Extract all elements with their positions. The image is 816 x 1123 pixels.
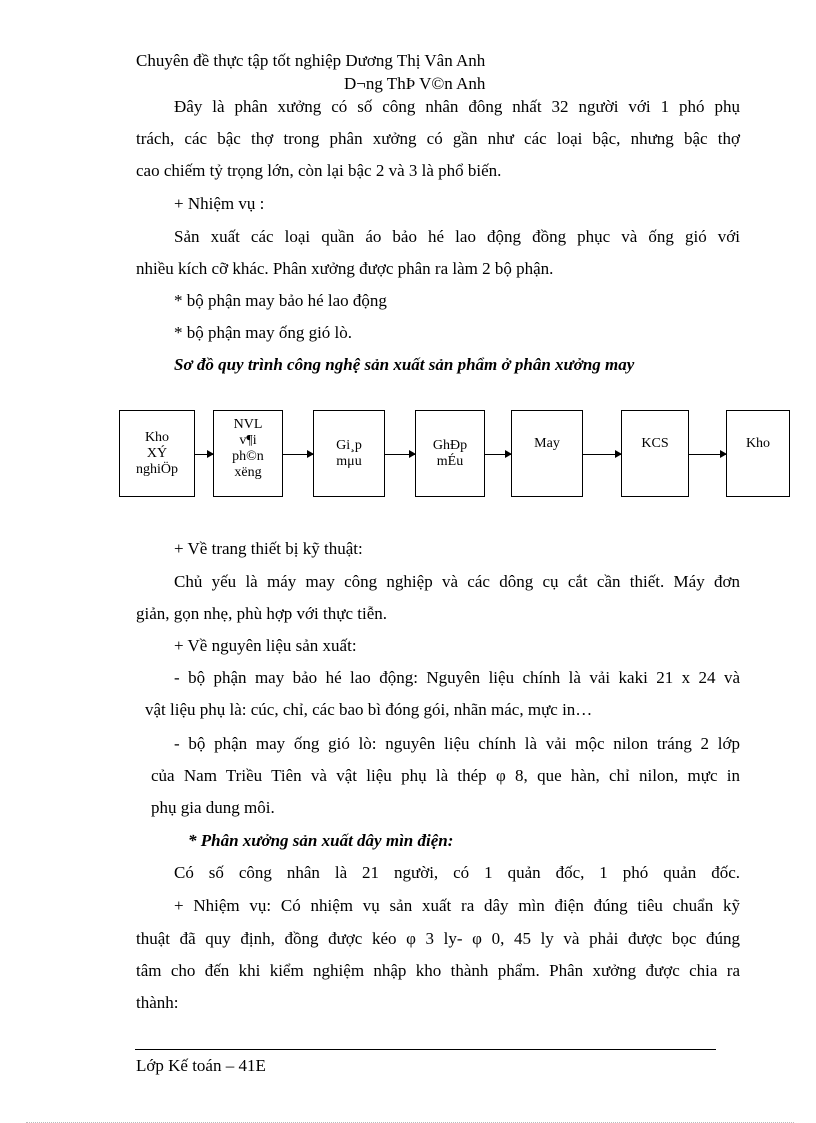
box-text: KCS	[641, 436, 669, 451]
list-item: * bộ phận may bảo hé lao động	[174, 291, 387, 310]
paragraph-line: vật liệu phụ là: cúc, chỉ, các bao bì đóng gói, nhãn mác, mực in…	[145, 700, 593, 719]
arrow-icon	[583, 454, 621, 455]
paragraph-line: của Nam Triều Tiên và vật liệu phụ là thép φ 8, que hàn, chỉ nilon, mực in	[151, 766, 740, 785]
diagram-box	[511, 410, 583, 497]
diagram-box	[213, 410, 283, 497]
paragraph-line: thành:	[136, 993, 179, 1012]
box-text: ph©n	[232, 449, 264, 464]
diagram-box	[313, 410, 385, 497]
paragraph-line: - bộ phận may ống gió lò: nguyên liệu chính là vải mộc nilon tráng 2 lớp	[174, 734, 740, 753]
box-text: Kho	[144, 429, 170, 445]
section-heading: * Phân xưởng sản xuất dây mìn điện:	[188, 831, 454, 850]
box-text: mÉu	[436, 453, 464, 469]
box-text: GhÐp	[432, 437, 468, 453]
task-heading: + Nhiệm vụ :	[174, 194, 265, 213]
paragraph-line: Đây là phân xưởng có số công nhân đông nhất 32 người với 1 phó phụ	[174, 97, 740, 116]
footer-text: Lớp Kế toán – 41E	[136, 1056, 266, 1075]
equipment-heading: + Về trang thiết bị kỹ thuật:	[174, 539, 363, 558]
paragraph-line: Sản xuất các loại quần áo bảo hé lao động đồng phục và ống gió với	[174, 227, 740, 246]
box-text: mμu	[336, 453, 362, 469]
box-text: Kho	[745, 436, 771, 451]
box-text: v¶i	[239, 433, 257, 448]
box-text: xëng	[234, 465, 262, 480]
header-title: Chuyên đề thực tập tốt nghiệp Dương Thị Vân Anh	[136, 51, 486, 70]
box-text: XÝ	[146, 445, 168, 461]
box-text: nghiÖp	[136, 461, 178, 477]
footer-divider	[135, 1049, 716, 1050]
list-item: * bộ phận may ống gió lò.	[174, 323, 353, 342]
header-garbled-name: D¬ng ThÞ V©n Anh	[344, 74, 486, 93]
arrow-icon	[689, 454, 726, 455]
diagram-title: Sơ đồ quy trình công nghệ sản xuất sản phẩm ở phân xưởng may	[174, 355, 635, 374]
paragraph-line: giản, gọn nhẹ, phù hợp với thực tiễn.	[136, 604, 387, 623]
diagram-box	[726, 410, 790, 497]
paragraph-line: tâm cho đến khi kiểm nghiệm nhập kho thành phẩm. Phân xưởng được chia ra	[136, 961, 740, 980]
arrow-icon	[283, 454, 313, 455]
box-text: NVL	[233, 417, 263, 432]
paragraph-line: cao chiếm tỷ trọng lớn, còn lại bậc 2 và 3 là phổ biến.	[136, 161, 502, 180]
paragraph-line: thuật đã quy định, đồng được kéo φ 3 ly- φ 0, 45 ly và phải được bọc đúng	[136, 929, 740, 948]
diagram-box	[119, 410, 195, 497]
paragraph-line: - bộ phận may bảo hé lao động: Nguyên liệu chính là vải kaki 21 x 24 và	[174, 668, 740, 687]
paragraph-line: Có số công nhân là 21 người, có 1 quản đốc, 1 phó quản đốc.	[174, 863, 740, 882]
arrow-icon	[385, 454, 415, 455]
paragraph-line: phụ gia dung môi.	[151, 798, 275, 817]
paragraph-line: trách, các bậc thợ trong phân xưởng có gần như các loại bậc, nhưng bậc thợ	[136, 129, 740, 148]
diagram-box	[621, 410, 689, 497]
paragraph-line: Chủ yếu là máy may công nghiệp và các dông cụ cắt cần thiết. Máy đơn	[174, 572, 740, 591]
paragraph-line: + Nhiệm vụ: Có nhiệm vụ sản xuất ra dây mìn điện đúng tiêu chuẩn kỹ	[174, 896, 740, 915]
material-heading: + Về nguyên liệu sản xuất:	[174, 636, 357, 655]
box-text: Gi¸p	[336, 437, 362, 453]
arrow-icon	[195, 454, 213, 455]
box-text: May	[534, 436, 560, 451]
arrow-icon	[485, 454, 511, 455]
diagram-box	[415, 410, 485, 497]
paragraph-line: nhiều kích cỡ khác. Phân xưởng được phân ra làm 2 bộ phận.	[136, 259, 554, 278]
